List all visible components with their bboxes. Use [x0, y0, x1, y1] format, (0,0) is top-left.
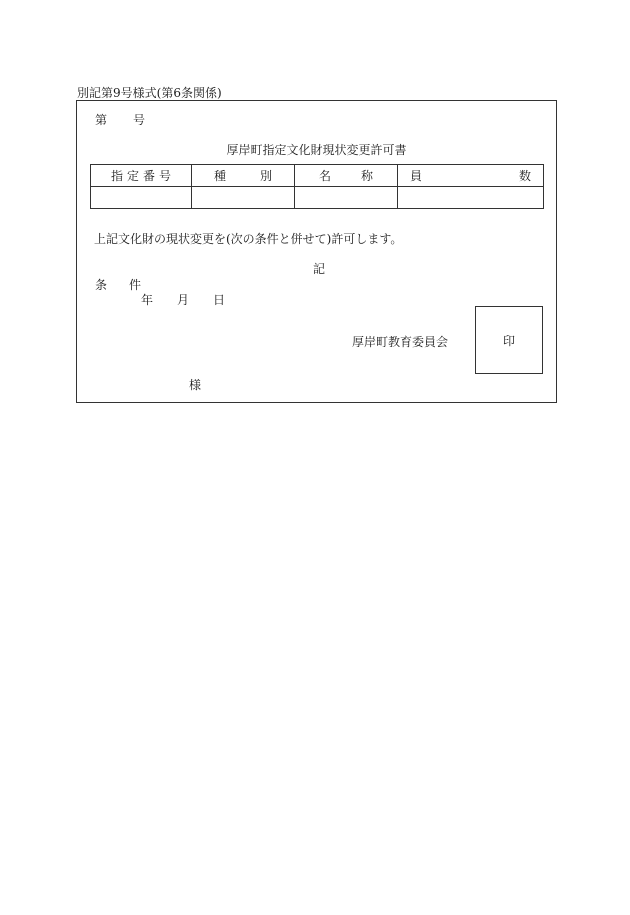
document-number-label	[95, 111, 145, 128]
header-char: 数	[518, 169, 531, 183]
header-designation-number	[91, 165, 192, 187]
ki-heading: 記	[313, 262, 326, 276]
header-char: 別	[259, 169, 272, 183]
seal-label: 印	[502, 333, 515, 348]
header-char: 種	[214, 169, 227, 183]
cell-designation-number[interactable]	[91, 187, 192, 209]
cell-type[interactable]	[192, 187, 295, 209]
header-type	[192, 165, 295, 187]
property-table	[90, 164, 544, 209]
cell-name[interactable]	[295, 187, 398, 209]
header-char: 号	[158, 169, 171, 183]
number-suffix: 号	[133, 113, 146, 127]
seal-box	[475, 306, 543, 374]
table-row	[91, 187, 544, 209]
permit-form-frame	[76, 100, 557, 403]
header-char: 称	[360, 169, 373, 183]
cell-quantity[interactable]	[398, 187, 544, 209]
table-header-row	[91, 165, 544, 187]
permit-statement: 上記文化財の現状変更を(次の条件と併せて)許可します。	[94, 232, 403, 246]
conditions-label	[95, 276, 141, 293]
header-char: 定	[126, 169, 139, 183]
number-prefix: 第	[95, 113, 108, 127]
header-char: 員	[410, 169, 423, 183]
header-name	[295, 165, 398, 187]
form-caption: 別記第9号様式(第6条関係)	[77, 86, 222, 100]
document-title: 厚岸町指定文化財現状変更許可書	[226, 143, 407, 157]
date-month: 月	[177, 293, 190, 307]
header-char: 名	[319, 169, 332, 183]
condition-char: 条	[95, 278, 108, 292]
date-year: 年	[141, 293, 154, 307]
header-quantity	[398, 165, 544, 187]
condition-char: 件	[129, 278, 142, 292]
addressee-suffix: 様	[189, 378, 202, 392]
header-char: 番	[142, 169, 155, 183]
date-line	[141, 291, 225, 308]
date-day: 日	[213, 293, 226, 307]
header-char: 指	[111, 169, 124, 183]
issuer-name: 厚岸町教育委員会	[352, 335, 449, 349]
